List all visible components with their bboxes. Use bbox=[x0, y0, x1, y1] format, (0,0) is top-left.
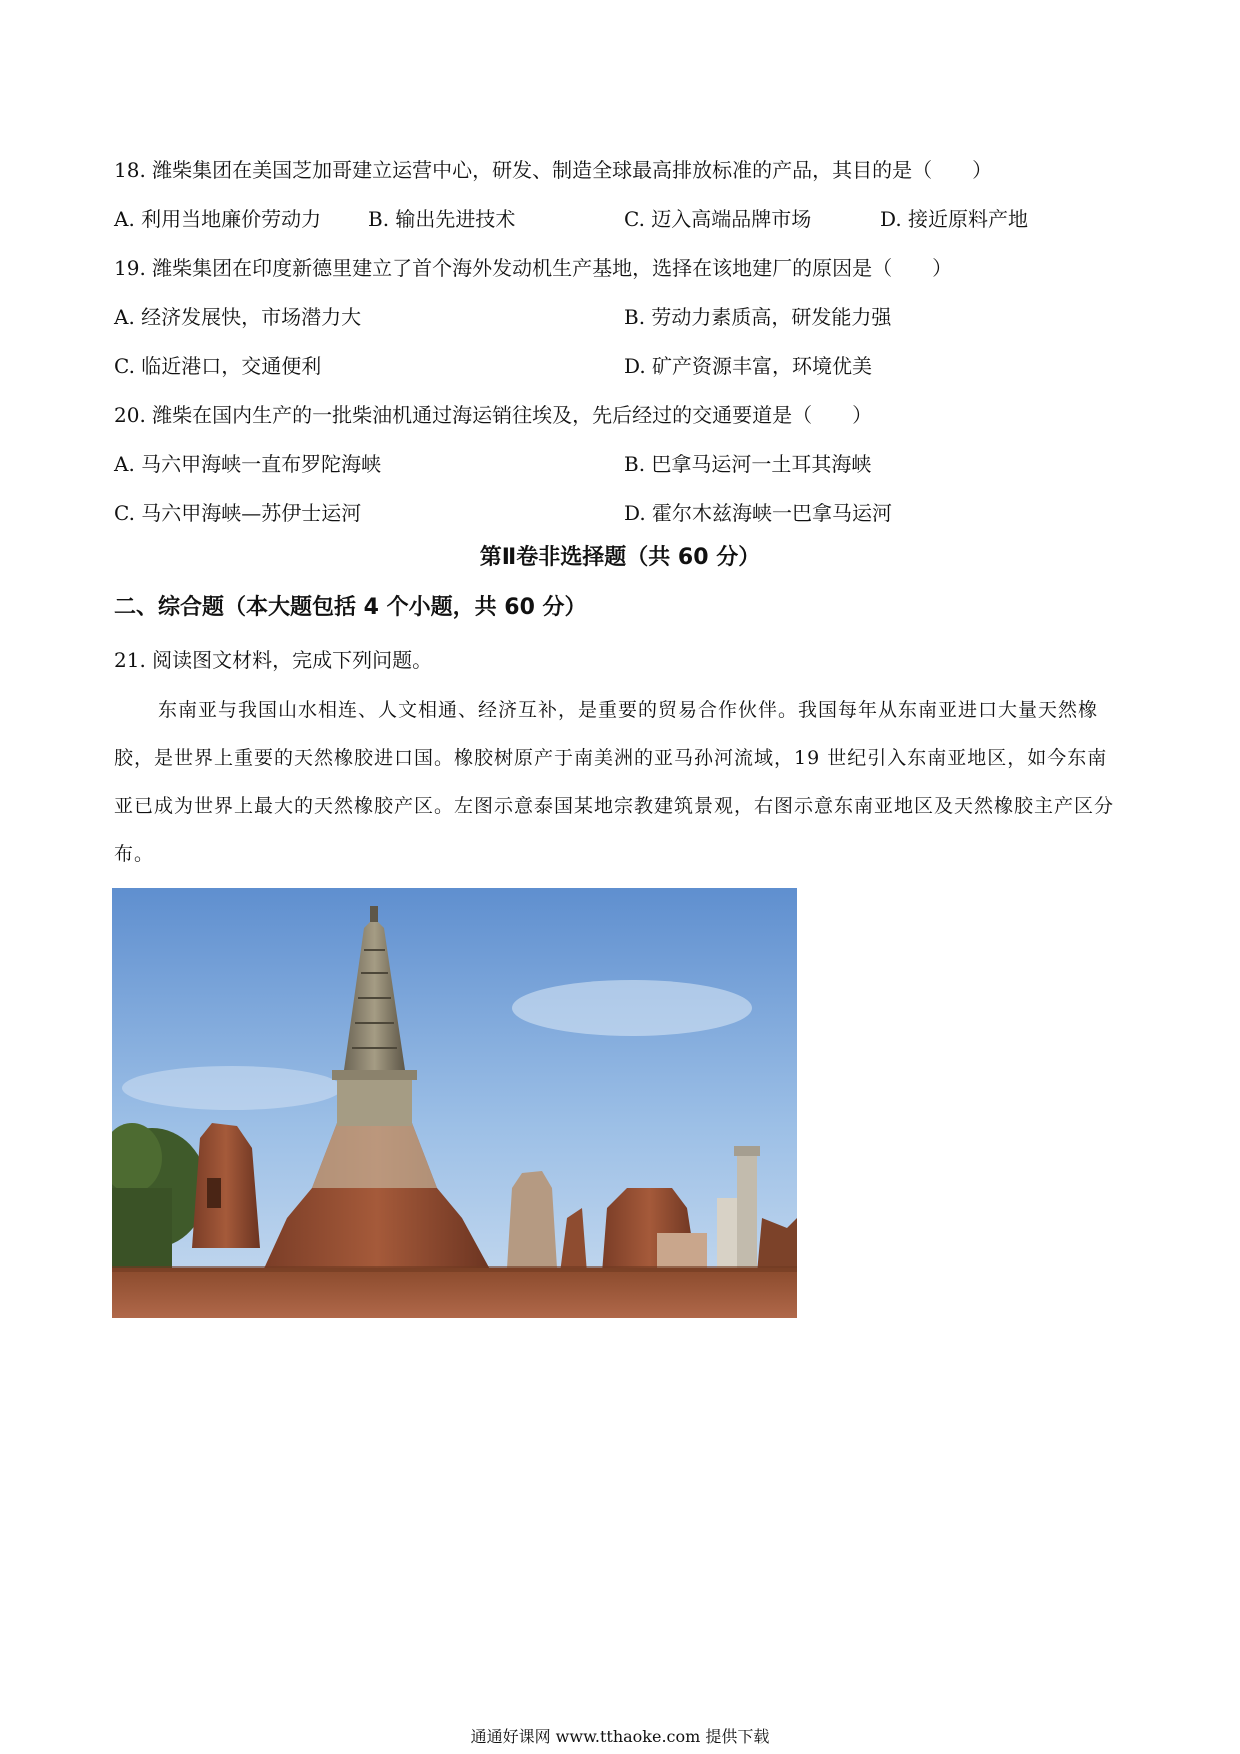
question-19-option-c: C. 临近港口，交通便利 bbox=[114, 354, 322, 378]
section-title: 第Ⅱ卷非选择题（共 60 分） bbox=[479, 545, 761, 570]
question-18-option-d: D. 接近原料产地 bbox=[880, 207, 1029, 231]
question-18-option-a: A. 利用当地廉价劳动力 bbox=[114, 207, 322, 231]
question-18-option-b: B. 输出先进技术 bbox=[368, 207, 516, 231]
question-18-option-c: C. 迈入高端品牌市场 bbox=[624, 207, 812, 231]
question-20-option-a: A. 马六甲海峡一直布罗陀海峡 bbox=[114, 452, 382, 476]
question-19-stem: 19. 潍柴集团在印度新德里建立了首个海外发动机生产基地，选择在该地建厂的原因是（ ） bbox=[114, 256, 953, 280]
part-title: 二、综合题（本大题包括 4 个小题，共 60 分） bbox=[114, 595, 587, 620]
question-19-option-d: D. 矿产资源丰富，环境优美 bbox=[624, 354, 873, 378]
question-20-option-b: B. 巴拿马运河一土耳其海峡 bbox=[624, 452, 872, 476]
temple-photo bbox=[112, 888, 797, 1318]
question-19-option-b: B. 劳动力素质高，研发能力强 bbox=[624, 305, 892, 329]
question-20-option-c: C. 马六甲海峡—苏伊士运河 bbox=[114, 501, 362, 525]
question-21-stem: 21. 阅读图文材料，完成下列问题。 bbox=[114, 648, 433, 672]
question-20-stem: 20. 潍柴在国内生产的一批柴油机通过海运销往埃及，先后经过的交通要道是（ ） bbox=[114, 403, 873, 427]
question-19-option-a: A. 经济发展快，市场潜力大 bbox=[114, 305, 362, 329]
question-21-material: 东南亚与我国山水相连、人文相通、经济互补，是重要的贸易合作伙伴。我国每年从东南亚进口大量天然橡胶，是世界上重要的天然橡胶进口国。橡胶树原产于南美洲的亚马孙河流域，19 世纪引入东南亚地区，如今东南亚已成为世界上最大的天然橡胶产区。左图示意泰国某地宗教建筑景观，右图示意东南亚地区及天然橡胶主产区分布。 bbox=[114, 699, 1115, 865]
question-20-option-d: D. 霍尔木兹海峡一巴拿马运河 bbox=[624, 501, 893, 525]
footer-source: 通通好课网 www.tthaoke.com 提供下载 bbox=[470, 1727, 770, 1746]
question-18-stem: 18. 潍柴集团在美国芝加哥建立运营中心，研发、制造全球最高排放标准的产品，其目的是（ ） bbox=[114, 158, 993, 182]
